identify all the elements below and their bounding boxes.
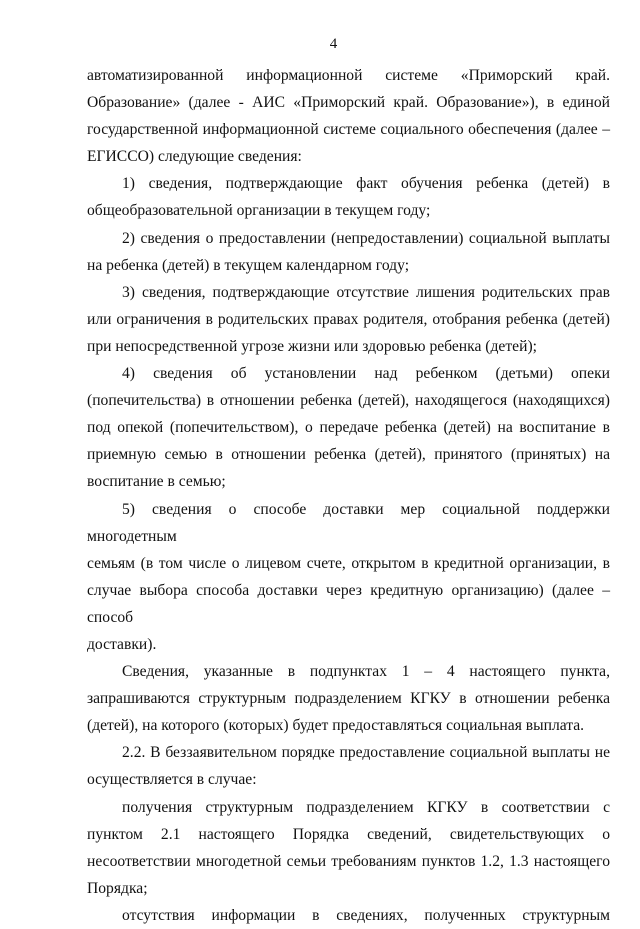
text-line: запрашиваются структурным подразделением КГКУ в отношении ребенка	[87, 690, 610, 708]
text-line: осуществляется в случае:	[87, 771, 257, 789]
text-line: или ограничения в родительских правах родителя, отобрания ребенка (детей)	[87, 310, 610, 328]
text-line: автоматизированной информационной системе «Приморский край.	[87, 67, 610, 84]
text-line: Сведения, указанные в подпунктах 1 – 4 настоящего пункта,	[122, 663, 610, 681]
text-line: государственной информационной системе социального обеспечения (далее –	[87, 121, 610, 139]
text-line: на ребенка (детей) в текущем календарном году;	[87, 256, 410, 274]
text-line: (детей), на которого (которых) будет предоставляться социальная выплата.	[87, 717, 585, 735]
text-line: пунктом 2.1 настоящего Порядка сведений, свидетельствующих о	[87, 825, 610, 843]
text-line: доставки).	[87, 635, 157, 653]
text-line: ЕГИССО) следующие сведения:	[87, 148, 302, 166]
text-line: 2) сведения о предоставлении (непредоставлении) социальной выплаты	[122, 229, 610, 247]
text-line: (попечительства) в отношении ребенка (детей), находящегося (находящихся)	[87, 392, 610, 410]
text-line: несоответствии многодетной семьи требованиям пунктов 1.2, 1.3 настоящего	[87, 852, 610, 870]
text-line: 4) сведения об установлении над ребенком (детьми) опеки	[122, 365, 610, 383]
text-line: получения структурным подразделением КГКУ в соответствии с	[122, 798, 610, 816]
text-line: отсутствия информации в сведениях, полученных структурным	[122, 906, 610, 924]
text-line: 1) сведения, подтверждающие факт обучения ребенка (детей) в	[122, 175, 610, 193]
text-line: 5) сведения о способе доставки мер социальной поддержки многодетным	[87, 500, 610, 545]
text-line: Порядка;	[87, 879, 148, 897]
text-line: 3) сведения, подтверждающие отсутствие лишения родительских прав	[122, 283, 610, 301]
text-line: при непосредственной угрозе жизни или здоровью ребенка (детей);	[87, 337, 537, 355]
document-body	[87, 62, 610, 929]
text-line: семьям (в том числе о лицевом счете, открытом в кредитной организации, в	[87, 554, 610, 572]
text-line: 2.2. В беззаявительном порядке предоставление социальной выплаты не	[122, 744, 610, 762]
text-line: приемную семью в отношении ребенка (детей), принятого (принятых) на	[87, 446, 610, 464]
text-line: под опекой (попечительством), о передаче ребенка (детей) на воспитание в	[87, 419, 610, 437]
text-line: Образование» (далее - АИС «Приморский край. Образование»), в единой	[87, 94, 610, 112]
text-line: случае выбора способа доставки через кредитную организацию) (далее – способ	[87, 581, 610, 626]
text-line: общеобразовательной организации в текущем году;	[87, 202, 431, 220]
text-line: воспитание в семью;	[87, 473, 226, 491]
page-number: 4	[329, 36, 338, 52]
